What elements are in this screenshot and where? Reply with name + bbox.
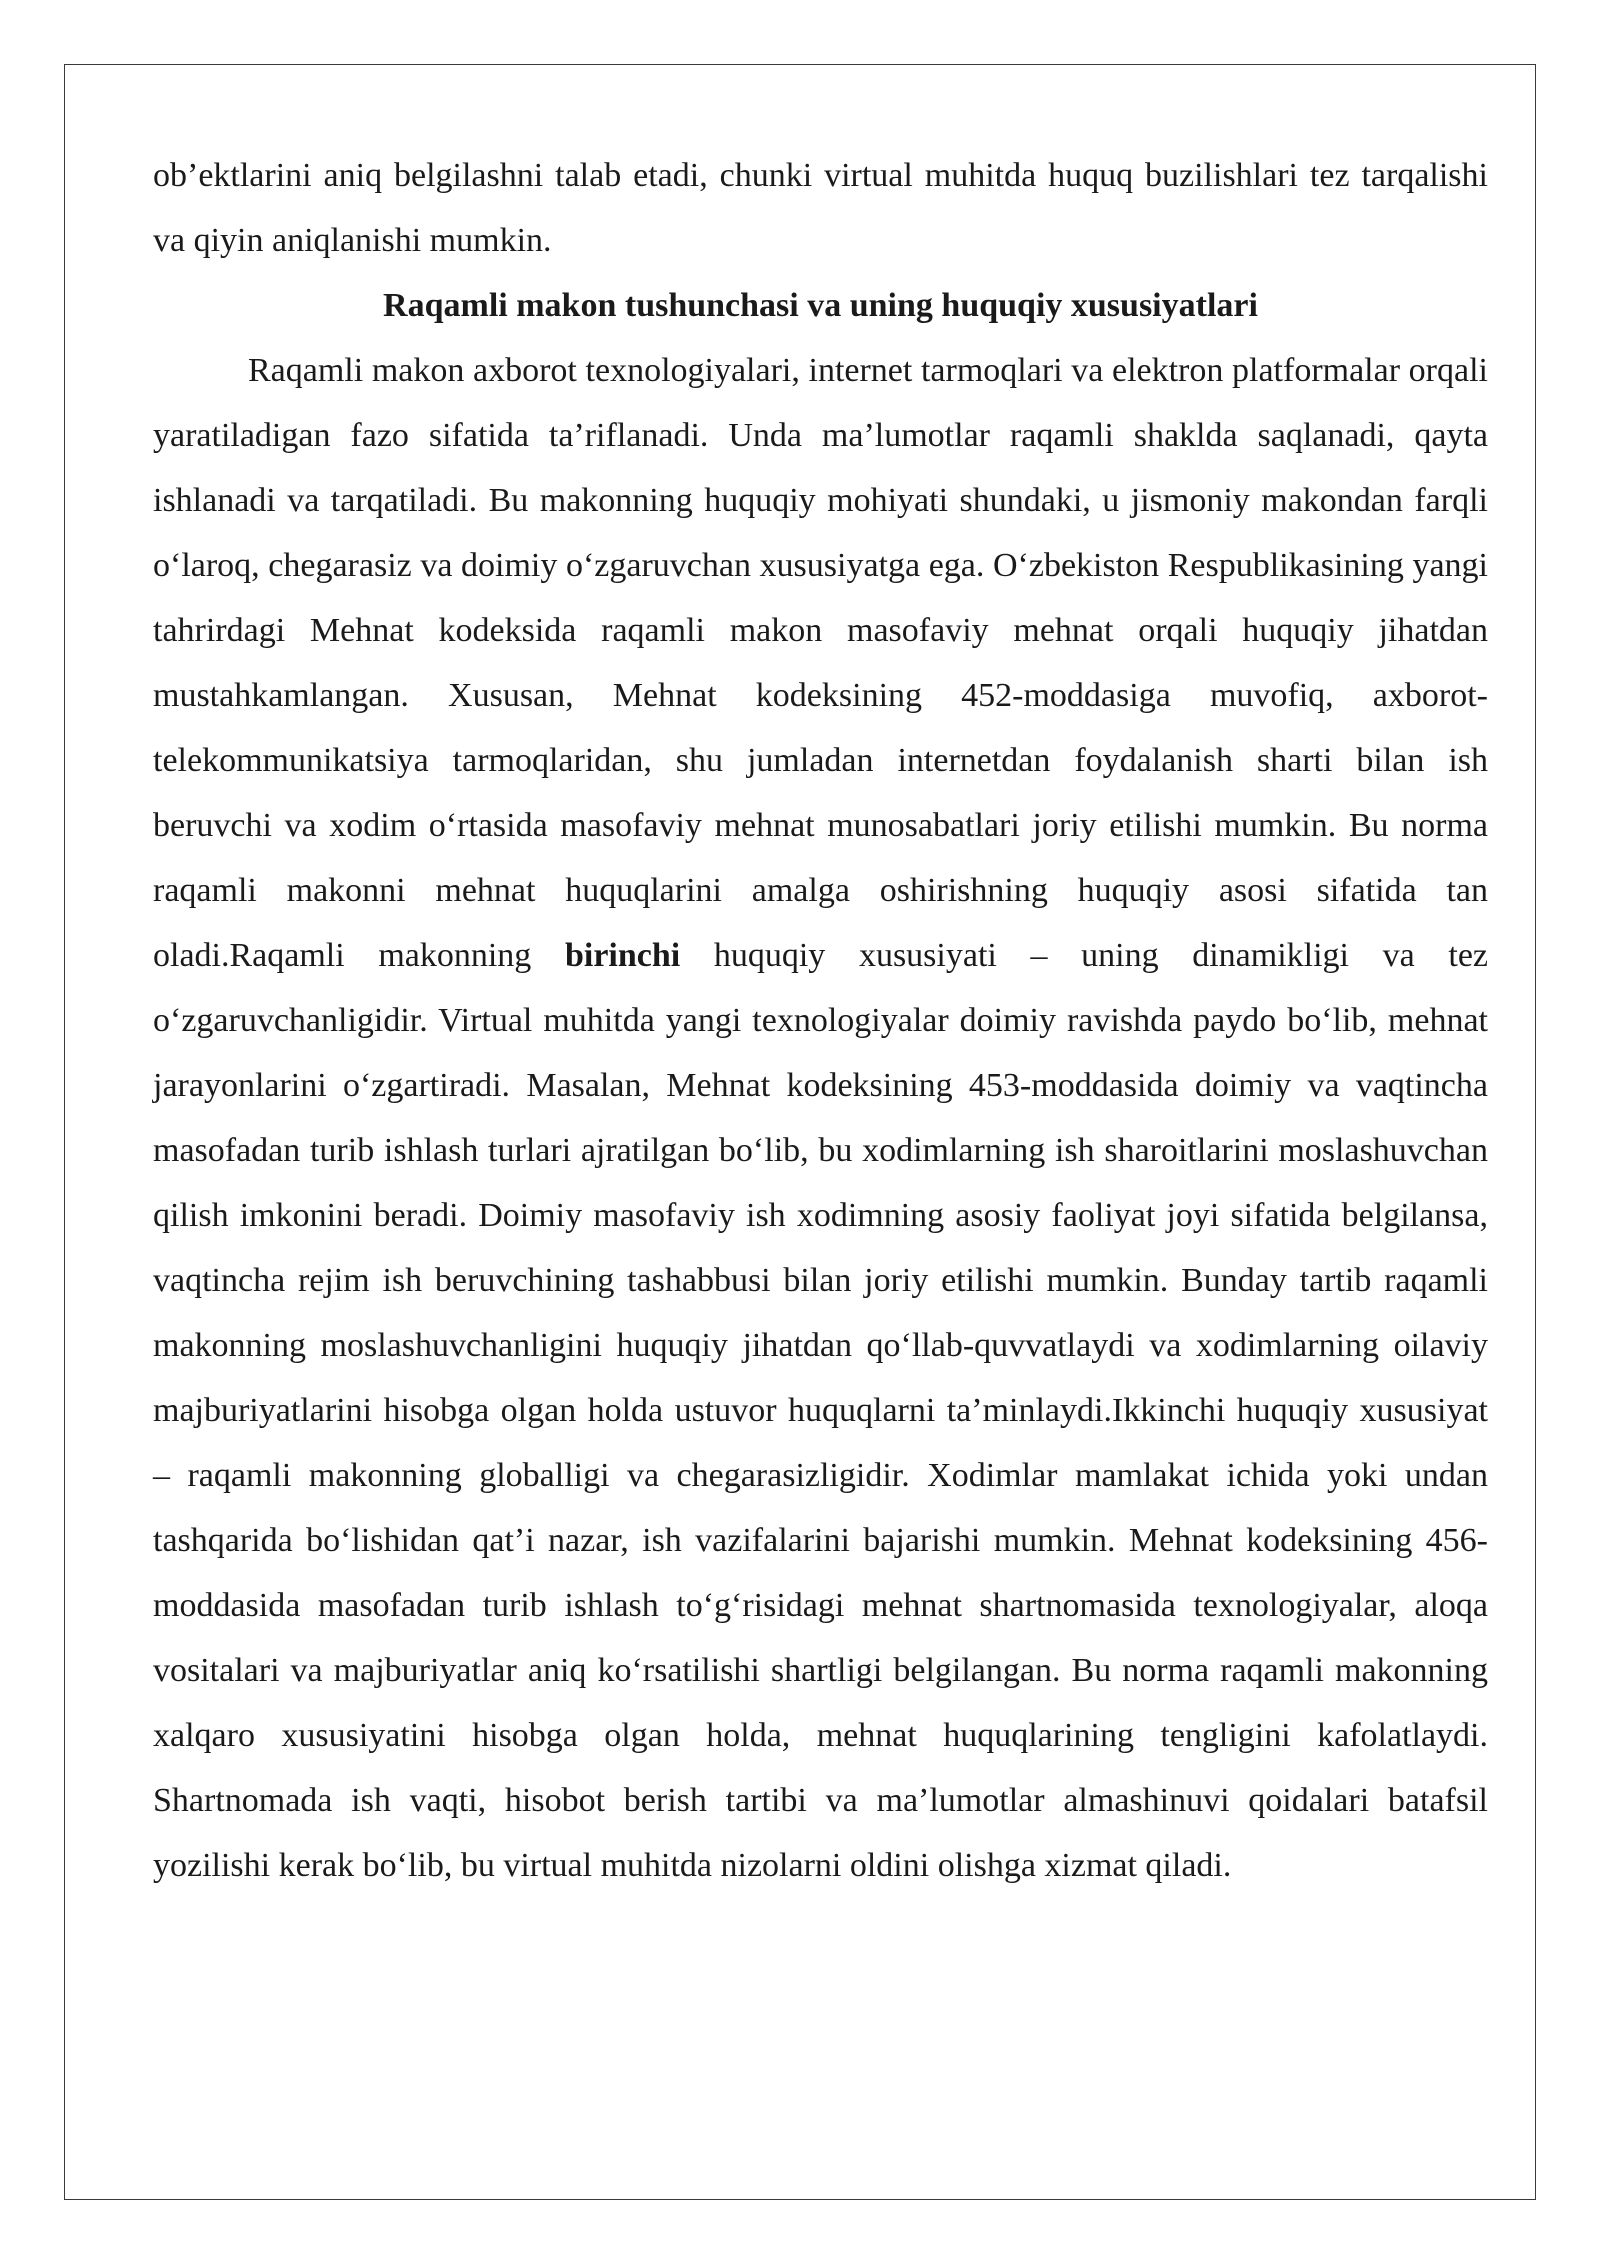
body-text-part-1: Raqamli makon axborot texnologiyalari, internet tarmoqlari va elektron platformalar orqali yaratiladigan fazo sifatida ta’riflanadi. Unda ma’lumotlar raqamli shaklda saqlanadi, qayta ishlanadi va tarqatiladi. Bu makonning huquqiy mohiyati shundaki, u jismoniy makondan farqli o‘laroq, chegarasiz va doimiy o‘zgaruvchan xususiyatga ega. O‘zbekiston Respublikasining yangi tahrirdagi Mehnat kodeksida raqamli makon masofaviy mehnat orqali huquqiy jihatdan mustahkamlangan. Xususan, Mehnat kodeksining 452-moddasiga muvofiq, axborot-telekommunikatsiya tarmoqlaridan, shu jumladan internetdan foydalanish sharti bilan ish beruvchi va xodim o‘rtasida masofaviy mehnat munosabatlari joriy etilishi mumkin. Bu norma raqamli makonni mehnat huquqlarini amalga oshirishning huquqiy asosi sifatida tan oladi.Raqamli makonning [153, 352, 1488, 974]
body-text-part-2: huquqiy xususiyati – uning dinamikligi va tez o‘zgaruvchanligidir. Virtual muhitda yangi texnologiyalar doimiy ravishda paydo bo‘lib, mehnat jarayonlarini o‘zgartiradi. Masalan, Mehnat kodeksining 453-moddasida doimiy va vaqtincha masofadan turib ishlash turlari ajratilgan bo‘lib, bu xodimlarning ish sharoitlarini moslashuvchan qilish imkonini beradi. Doimiy masofaviy ish xodimning asosiy faoliyat joyi sifatida belgilansa, vaqtincha rejim ish beruvchining tashabbusi bilan joriy etilishi mumkin. Bunday tartib raqamli makonning moslashuvchanligini huquqiy jihatdan qo‘llab-quvvatlaydi va xodimlarning oilaviy majburiyatlarini hisobga olgan holda ustuvor huquqlarni ta’minlaydi.Ikkinchi huquqiy xususiyat – raqamli makonning globalligi va chegarasizligidir. Xodimlar mamlakat ichida yoki undan tashqarida bo‘lishidan qat’i nazar, ish vazifalarini bajarishi mumkin. Mehnat kodeksining 456-moddasida masofadan turib ishlash to‘g‘risidagi mehnat shartnomasida texnologiyalar, aloqa vositalari va majburiyatlar aniq ko‘rsatilishi shartligi belgilangan. Bu norma raqamli makonning xalqaro xususiyatini hisobga olgan holda, mehnat huquqlarining tengligini kafolatlaydi. Shartnomada ish vaqti, hisobot berish tartibi va ma’lumotlar almashinuvi qoidalari batafsil yozilishi kerak bo‘lib, bu virtual muhitda nizolarni oldini olishga xizmat qiladi. [153, 937, 1488, 1884]
section-heading: Raqamli makon tushunchasi va uning huquqiy xususiyatlari [383, 287, 1258, 324]
document-body [153, 143, 1488, 1898]
body-bold-term: birinchi [564, 937, 681, 974]
body-paragraph [153, 338, 1488, 1898]
continued-paragraph: ob’ektlarini aniq belgilashni talab etadi, chunki virtual muhitda huquq buzilishlari tez tarqalishi va qiyin aniqlanishi mumkin. [153, 157, 1488, 259]
